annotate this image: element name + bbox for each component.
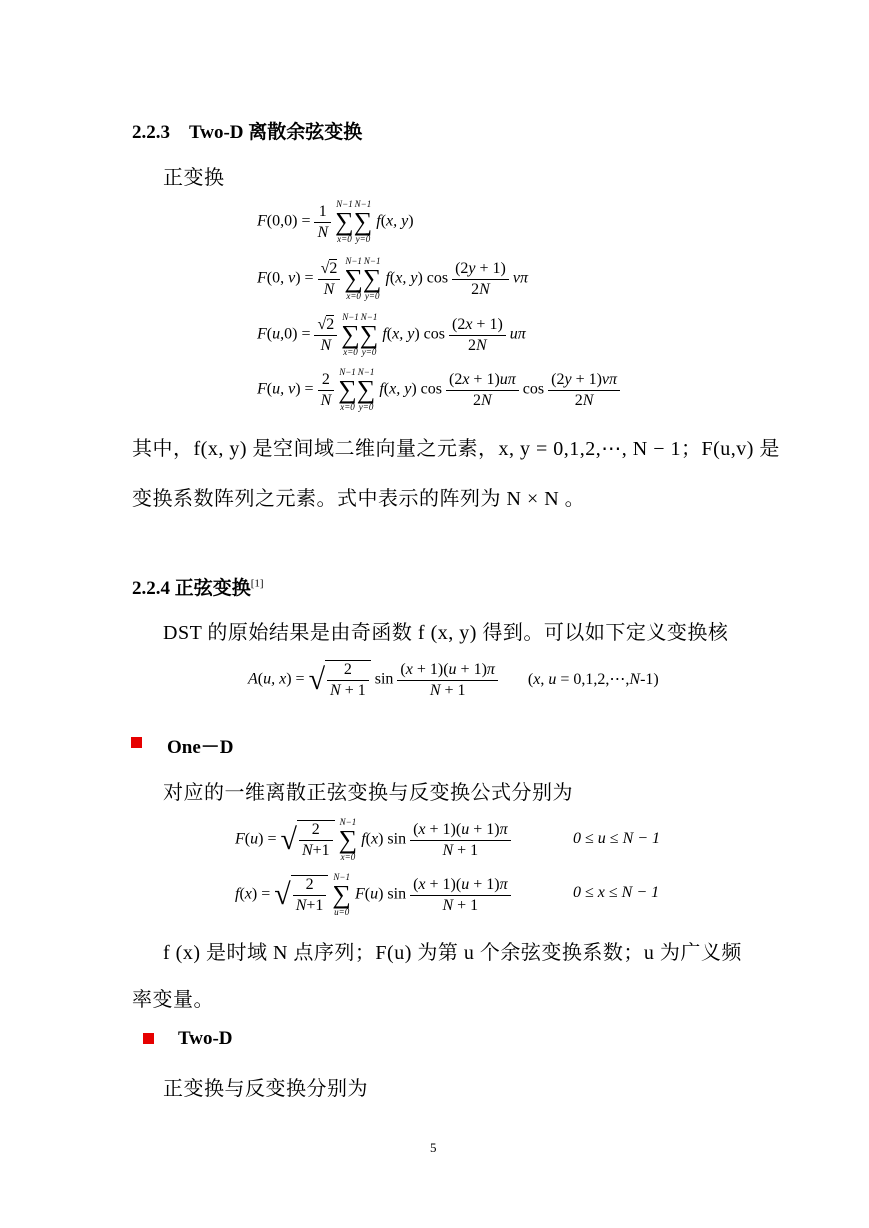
forward-transform-label: 正变换 [163,167,225,189]
equation-dst-kernel: A(u, x) = √ $\frac{2}{N + 1}$ sin $\frac{(x + 1)(u + 1)\pi}{N + 1}$ (x, u = 0,1,2,⋯,N-1) [248,660,659,699]
dct-description-line-1: 其中，f(x, y) 是空间域二维向量之元素，x, y = 0,1,2,⋯, N − 1；F(u,v) 是 [132,438,780,460]
oned-intro: 对应的一维离散正弦变换与反变换公式分别为 [163,782,573,804]
range-dst-forward: 0 ≤ u ≤ N − 1 [573,830,661,847]
citation-ref: [1] [250,577,264,590]
equation-dct-f0v: F(0, v) = $\frac{√2}{N}$ N−1 ∑ x=0 N−1 ∑ y=0 f(x, y) cos $\frac{(2y + 1)}{2N}$ vπ [257,256,529,301]
bullet-icon [131,737,142,748]
dct-description-line-2: 变换系数阵列之元素。式中表示的阵列为 N × N 。 [132,488,586,510]
oned-description-line-2: 率变量。 [132,989,214,1011]
dst-intro: DST 的原始结果是由奇函数 f (x, y) 得到。可以如下定义变换核 [163,622,729,644]
page-number: 5 [430,1140,437,1155]
equation-dct-fuv: F(u, v) = $\frac{2}{N}$ N−1 ∑ x=0 N−1 ∑ y=0 f(x, y) cos $\frac{(2x + 1)u\pi}{2N}$ cos $\frac{(2y + 1)v\pi}{2N}$ [257,368,620,412]
twod-intro: 正变换与反变换分别为 [163,1078,368,1100]
oned-description-line-1: f (x) 是时域 N 点序列；F(u) 为第 u 个余弦变换系数；u 为广义频 [163,942,742,964]
section-heading-2-2-4 [132,573,264,600]
range-dst-inverse: 0 ≤ x ≤ N − 1 [573,884,660,901]
twod-heading: Two-D [178,1028,233,1049]
section-heading-2-2-3: 2.2.3 Two-D 离散余弦变换 [132,122,363,143]
equation-dct-fu0: F(u,0) = $\frac{√2}{N}$ N−1 ∑ x=0 N−1 ∑ y=0 f(x, y) cos $\frac{(2x + 1)}{2N}$ uπ [257,312,526,357]
equation-dct-f00: F(0,0) = $\frac{1}{N}$ N−1 ∑ x=0 N−1 ∑ y=0 f(x, y) [257,199,414,244]
section-heading-text: 2.2.4 正弦变换 [132,578,251,599]
equation-dst-inverse: f(x) = √ $\frac{2}{N+1}$ N−1 ∑ u=0 F(u) sin $\frac{(x + 1)(u + 1)\pi}{N + 1}$ [235,873,511,917]
equation-dst-forward: F(u) = √ $\frac{2}{N+1}$ N−1 ∑ x=0 f(x) sin $\frac{(x + 1)(u + 1)\pi}{N + 1}$ [235,818,511,862]
oned-heading: One－D [167,737,234,758]
bullet-icon [143,1033,154,1044]
